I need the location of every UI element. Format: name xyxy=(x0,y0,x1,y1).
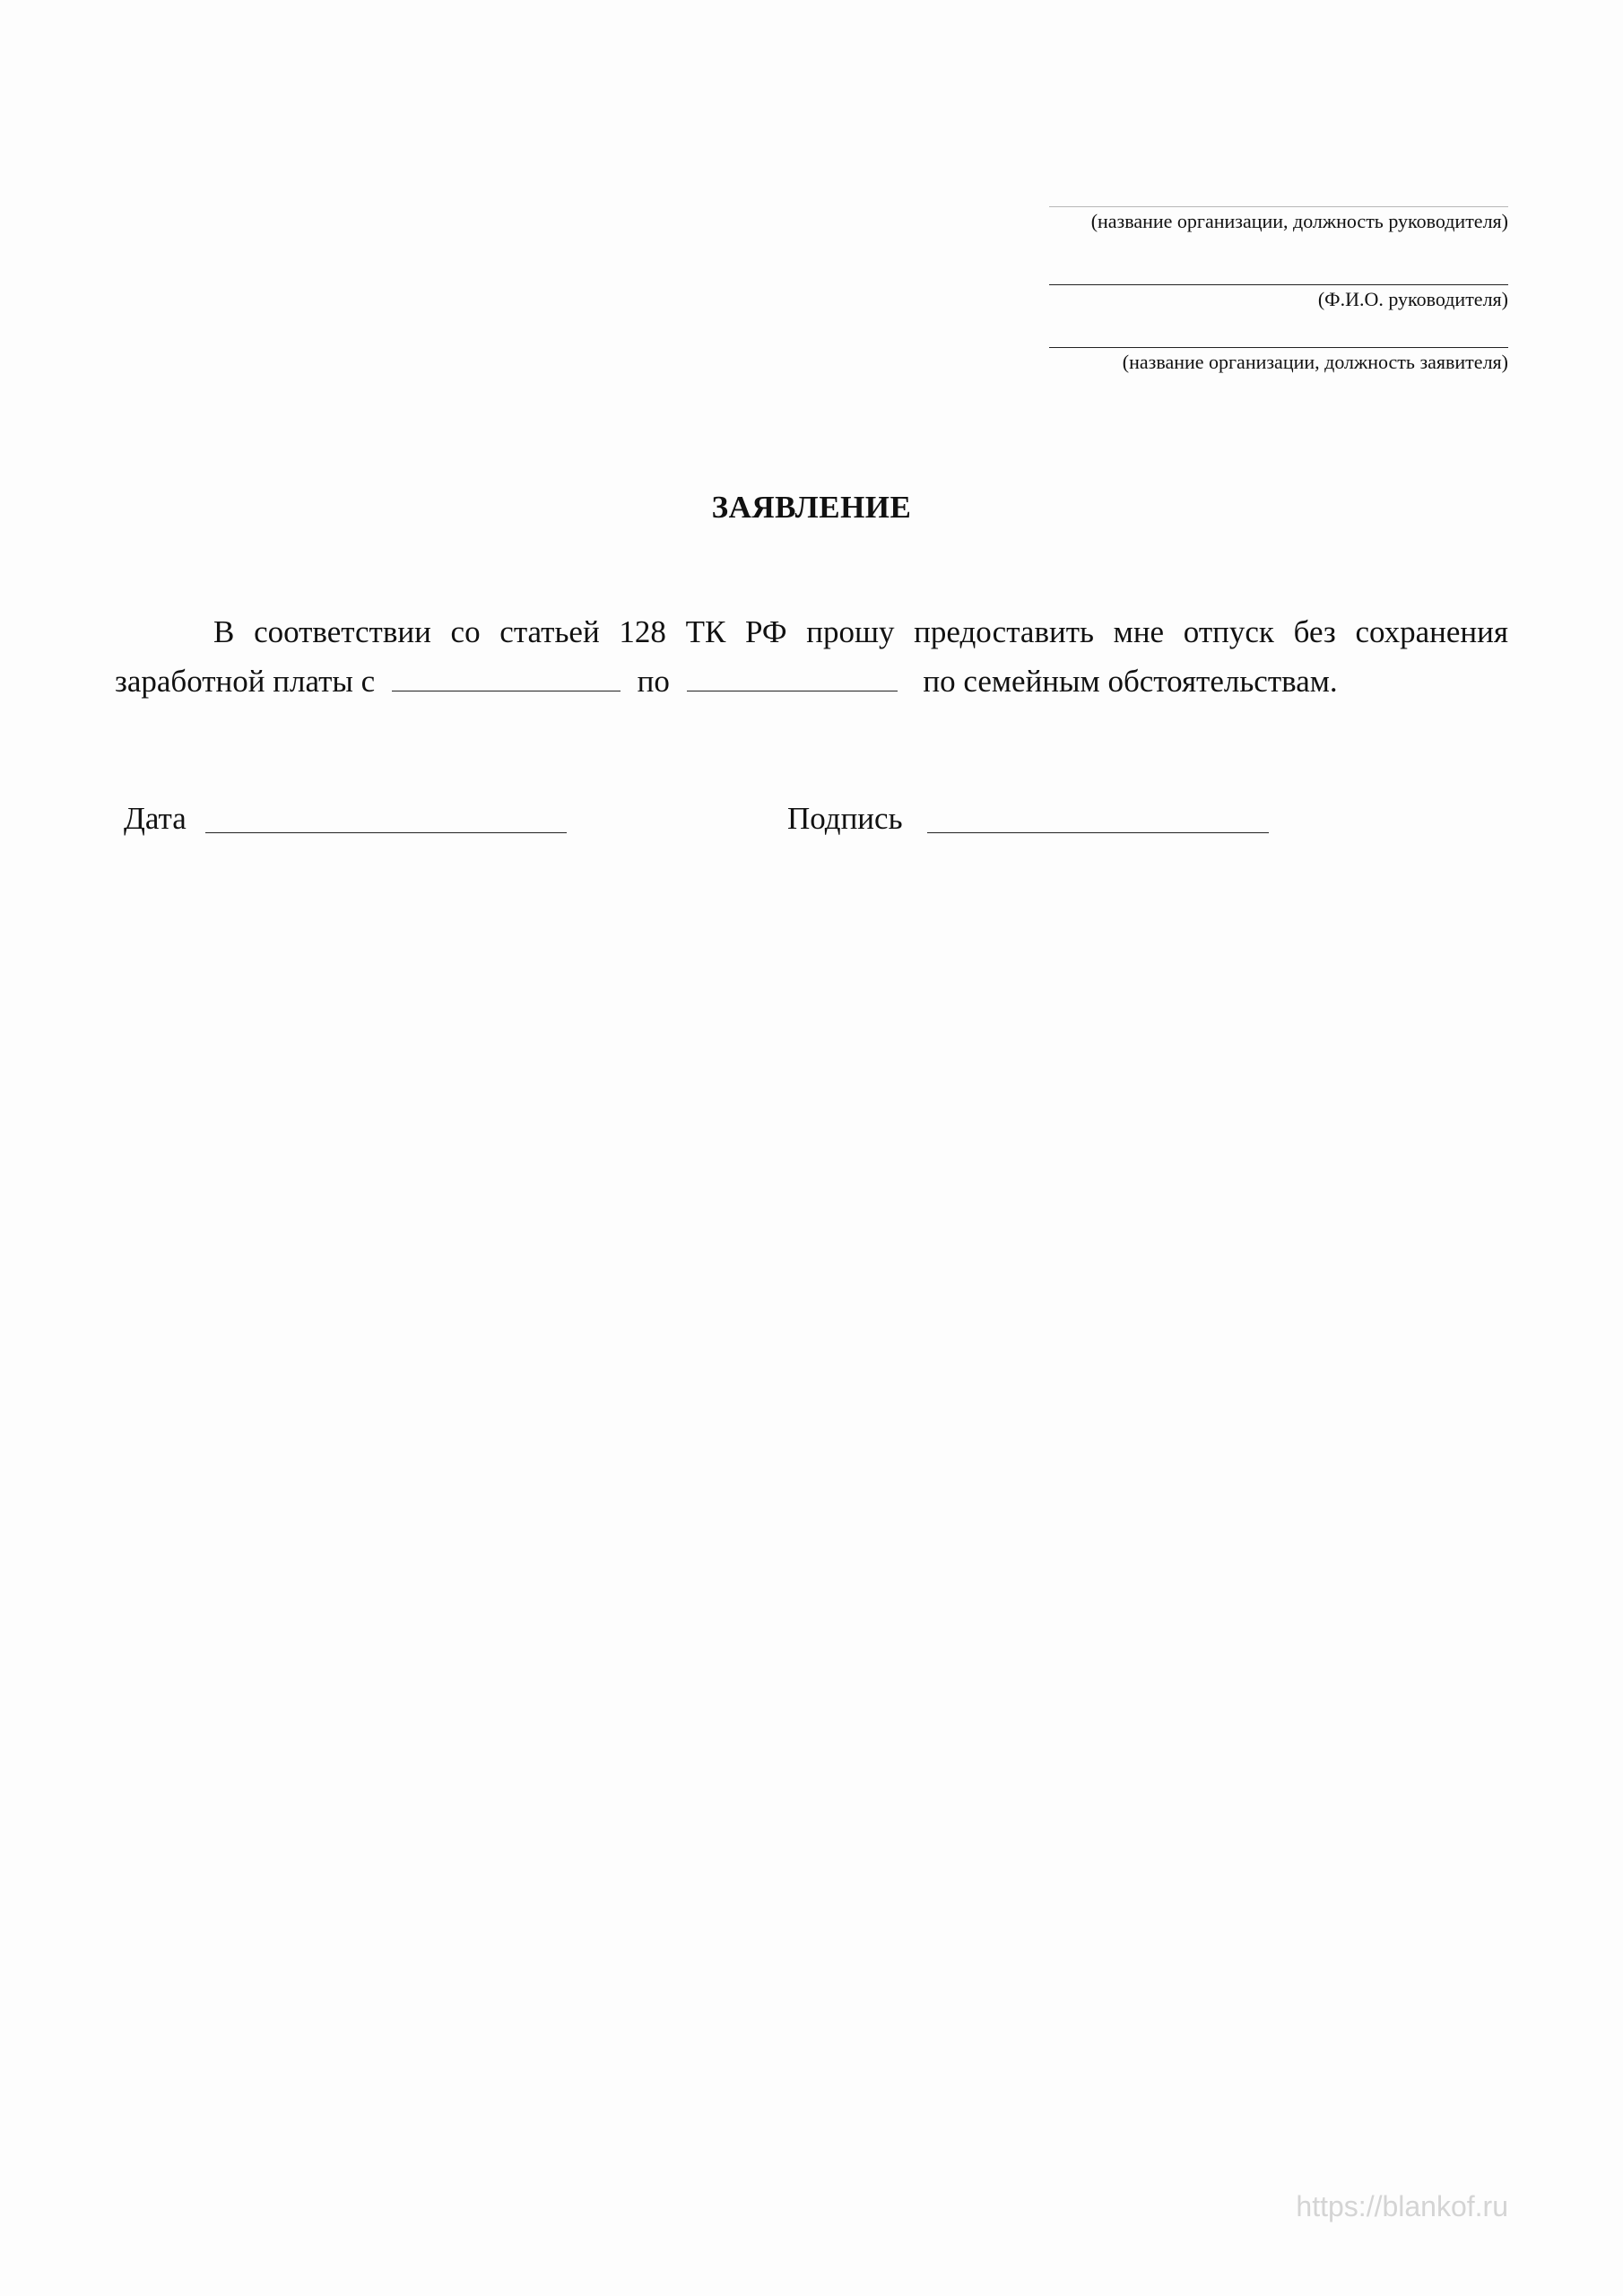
body-word: РФ xyxy=(745,614,787,649)
head-name-line xyxy=(1049,284,1508,285)
body-word: сохранения xyxy=(1355,614,1508,649)
body-word: В xyxy=(213,614,235,649)
date-field-line[interactable] xyxy=(205,832,567,833)
body-word: предоставить xyxy=(914,614,1094,649)
body-word: ТК xyxy=(685,614,726,649)
watermark: https://blankof.ru xyxy=(1296,2190,1508,2222)
body-line-1 xyxy=(115,614,1508,650)
body-word: 128 xyxy=(619,614,666,649)
body-word: статьей xyxy=(499,614,600,649)
org-applicant-line xyxy=(1049,347,1508,348)
org-applicant-caption: (название организации, должность заявителя) xyxy=(1122,351,1508,373)
body-line-2 xyxy=(115,664,1508,700)
body-word: отпуск xyxy=(1183,614,1274,649)
document-title: ЗАЯВЛЕНИЕ xyxy=(711,490,912,525)
body-word: соответствии xyxy=(254,614,431,649)
body-word: прошу xyxy=(806,614,895,649)
body-word: мне xyxy=(1113,614,1165,649)
body-word: без xyxy=(1293,614,1336,649)
body-text-start: заработной платы с xyxy=(115,664,376,699)
date-to-blank[interactable] xyxy=(687,664,898,691)
date-label: Дата xyxy=(124,801,187,836)
body-text-end: по семейным обстоятельствам. xyxy=(923,664,1338,699)
body-text-mid: по xyxy=(637,664,670,699)
org-head-caption: (название организации, должность руководителя) xyxy=(1090,210,1508,232)
signature-field-line[interactable] xyxy=(927,832,1269,833)
signature-label: Подпись xyxy=(787,801,903,836)
body-word: со xyxy=(450,614,481,649)
date-from-blank[interactable] xyxy=(392,664,621,691)
org-head-line xyxy=(1049,206,1508,207)
head-name-caption: (Ф.И.О. руководителя) xyxy=(1317,288,1508,310)
